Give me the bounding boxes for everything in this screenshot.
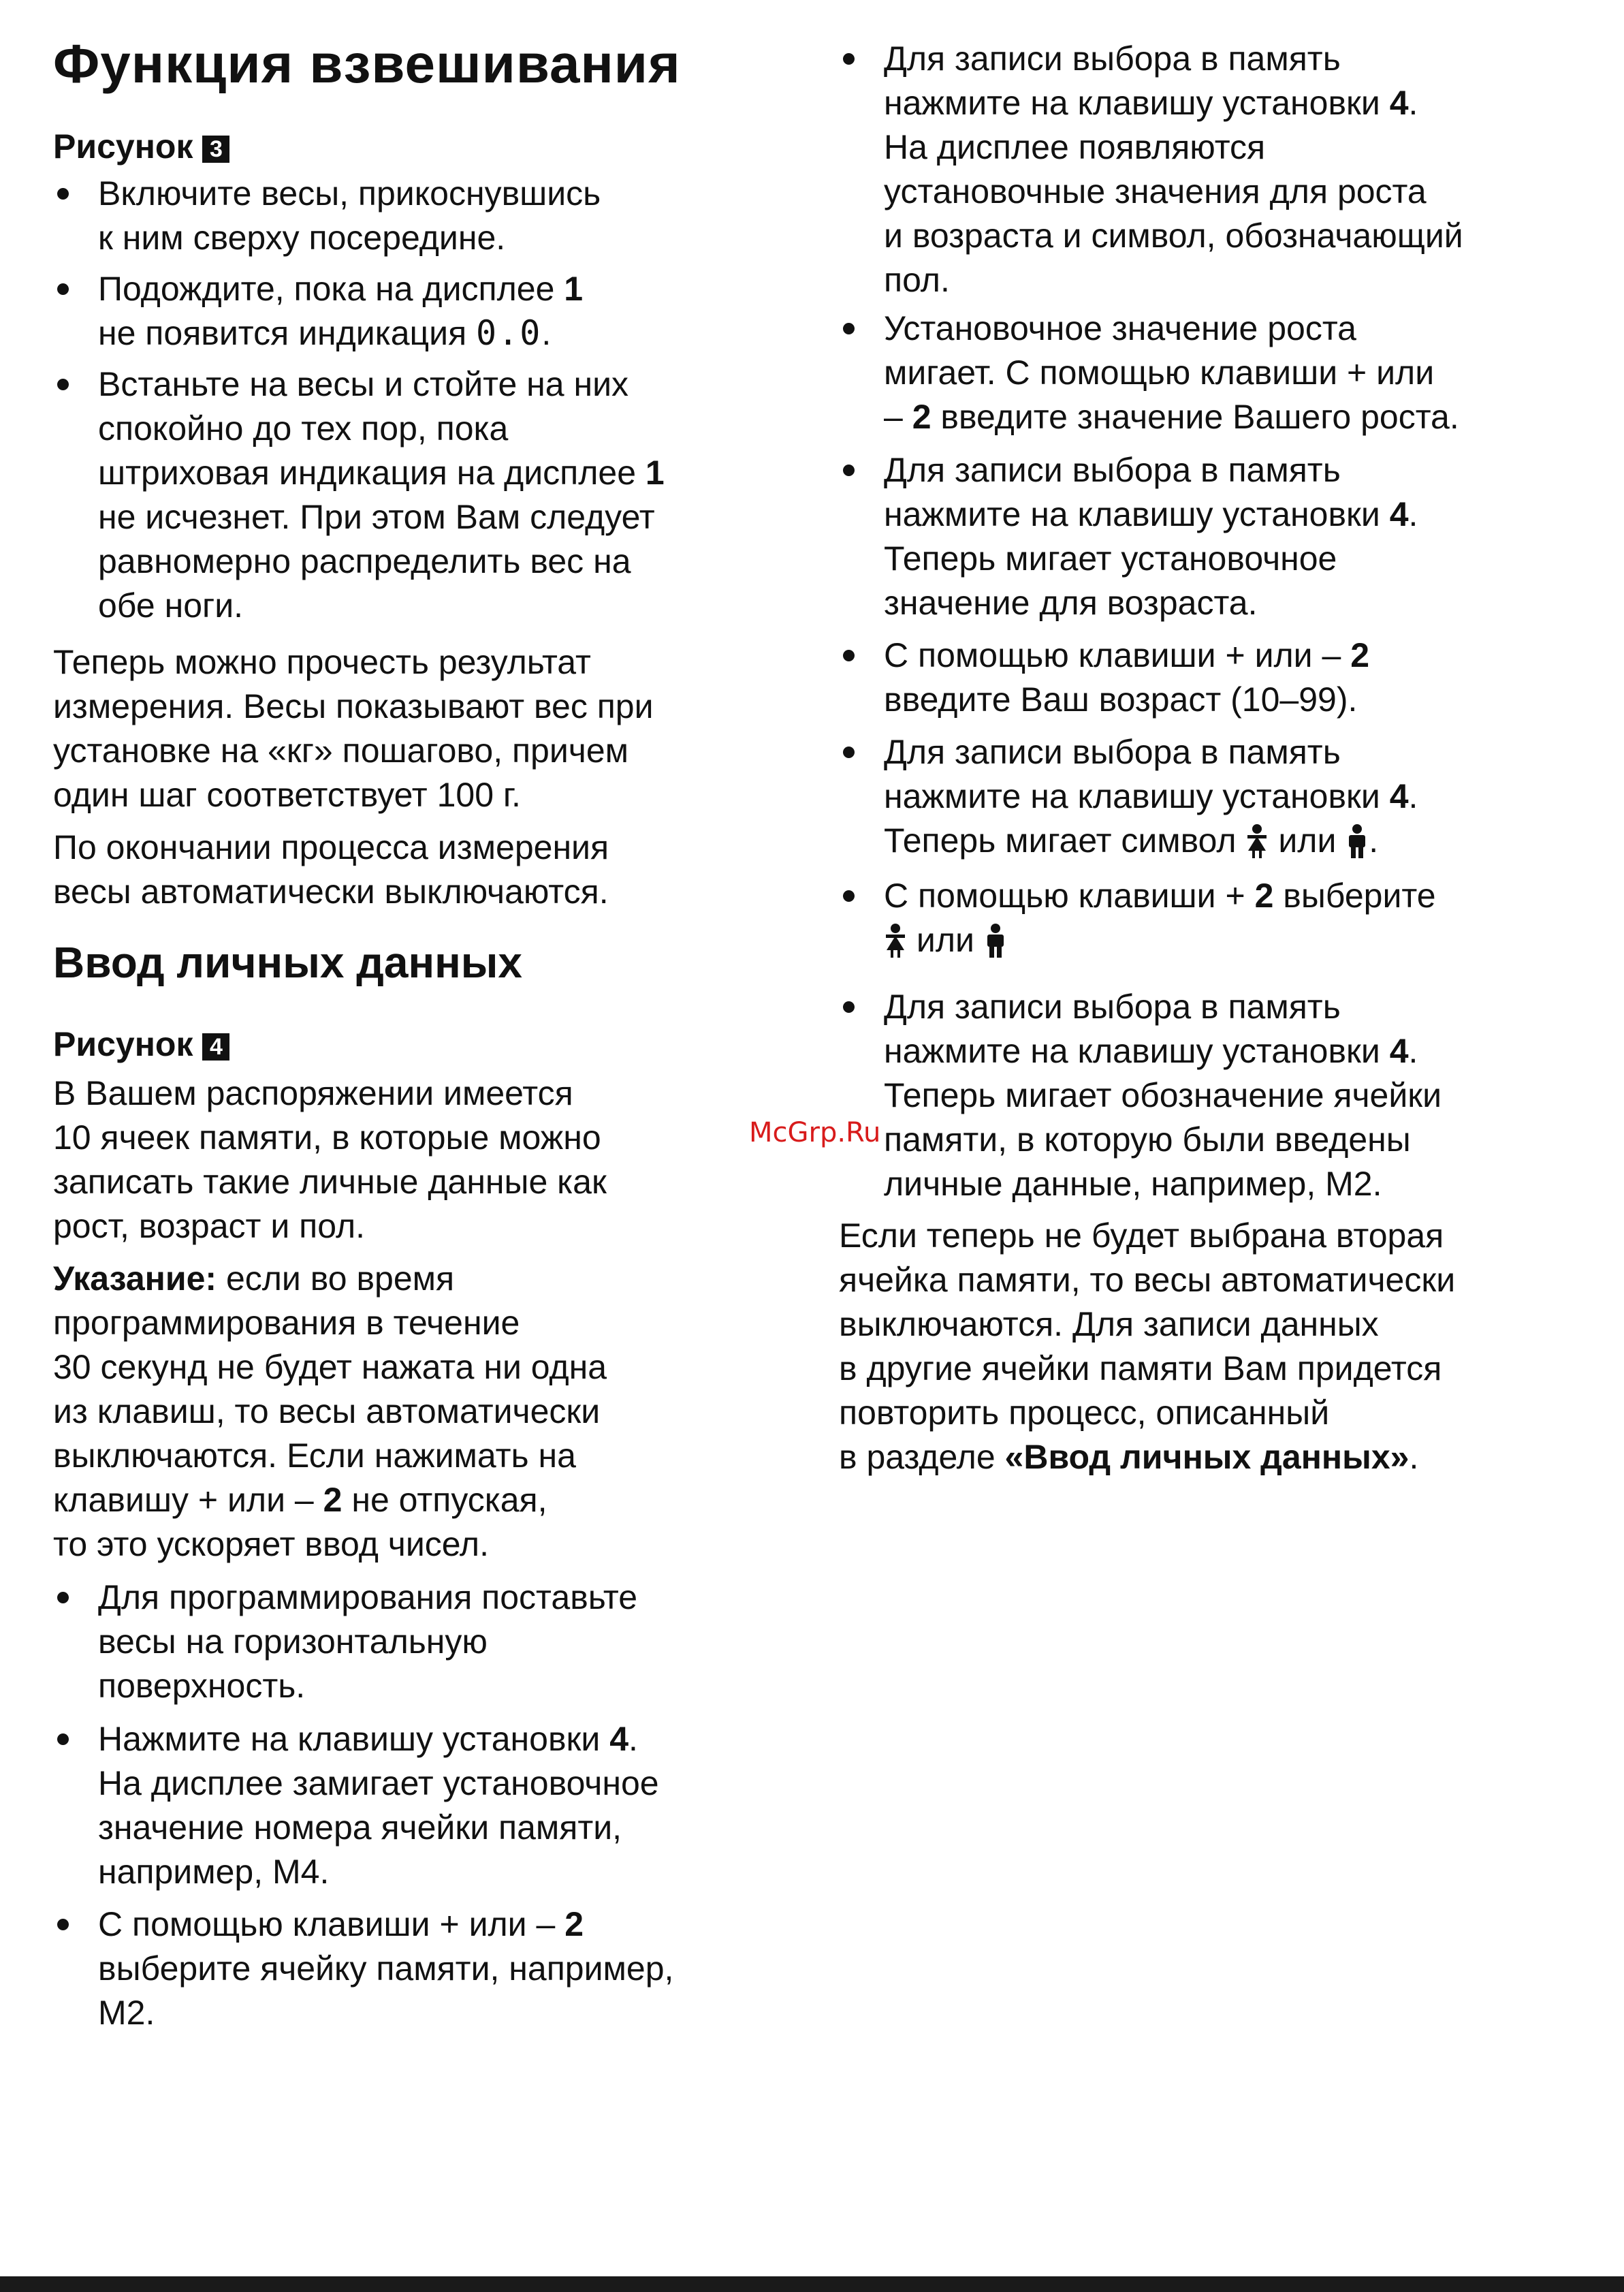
list-item: Для записи выбора в память нажмите на клавишу установки 4. На дисплее появляются установочные значения для роста и возраста и символ, обозначающий пол. <box>839 37 1595 302</box>
display-readout: 0.0 <box>476 313 542 353</box>
female-symbol-icon <box>884 923 907 958</box>
list-item: Для записи выбора в память нажмите на клавишу установки 4. Теперь мигает установочное значение для возраста. <box>839 448 1595 625</box>
list-item: Встаньте на весы и стойте на них спокойно до тех пор, пока штриховая индикация на дисплее 1 не исчезнет. При этом Вам следует равномерно распределить вес на обе ноги. <box>53 362 806 628</box>
list-item: С помощью клавиши + или – 2 выберите ячейку памяти, например, M2. <box>53 1902 806 2035</box>
note-label: Указание: <box>53 1259 217 1298</box>
female-symbol-icon <box>1245 823 1269 859</box>
list-item: Нажмите на клавишу установки 4. На дисплее замигает установочное значение номера ячейки памяти, например, M4. <box>53 1717 806 1894</box>
paragraph: По окончании процесса измерения весы автоматически выключаются. <box>53 828 609 911</box>
figure-3-label: Рисунок 3 <box>53 127 229 166</box>
list-item: Подождите, пока на дисплее 1 не появится индикация 0.0. <box>53 267 806 356</box>
list-item: С помощью клавиши + или – 2 введите Ваш возраст (10–99). <box>839 633 1595 722</box>
section-reference: «Ввод личных данных» <box>1004 1438 1410 1476</box>
list-item: Для записи выбора в память нажмите на клавишу установки 4. Теперь мигает обозначение ячейки памяти, в которую были введены личные данные, например, M2. <box>839 985 1595 1206</box>
paragraph: Если теперь не будет выбрана вторая ячейка памяти, то весы автоматически выключаются. Для записи данных в другие ячейки памяти Вам придется повторить процесс, описанный в разделе «Ввод личных данных». <box>839 1216 1456 1476</box>
list-item: С помощью клавиши + 2 выберите или <box>839 874 1595 962</box>
page-bottom-bar <box>0 2276 1624 2292</box>
figure-number-badge: 3 <box>202 136 229 163</box>
list-item: Для программирования поставьте весы на горизонтальную поверхность. <box>53 1575 806 1708</box>
figure-number-badge: 4 <box>202 1033 229 1061</box>
male-symbol-icon <box>1346 823 1369 859</box>
paragraph: Теперь можно прочесть результат измерения. Весы показывают вес при установке на «кг» пошагово, причем один шаг соответствует 100 г. <box>53 643 654 814</box>
male-symbol-icon <box>984 923 1007 958</box>
list-item: Включите весы, прикоснувшись к ним сверху посередине. <box>53 172 806 260</box>
section-title: Ввод личных данных <box>53 938 522 987</box>
paragraph: В Вашем распоряжении имеется 10 ячеек памяти, в которые можно записать такие личные данные как рост, возраст и пол. <box>53 1074 607 1245</box>
list-item: Установочное значение роста мигает. С помощью клавиши + или – 2 введите значение Вашего роста. <box>839 307 1595 439</box>
figure-4-label: Рисунок 4 <box>53 1024 229 1064</box>
list-item: Для записи выбора в память нажмите на клавишу установки 4. Теперь мигает символ или . <box>839 730 1595 863</box>
page-title: Функция взвешивания <box>53 33 681 94</box>
watermark-text: McGrp.Ru <box>749 1117 881 1148</box>
note-paragraph: Указание: если во время программирования в течение 30 секунд не будет нажата ни одна из клавиш, то весы автоматически выключаются. Если нажимать на клавишу + или – 2 не отпуская, то это ускоряет ввод чисел. <box>53 1259 607 1563</box>
